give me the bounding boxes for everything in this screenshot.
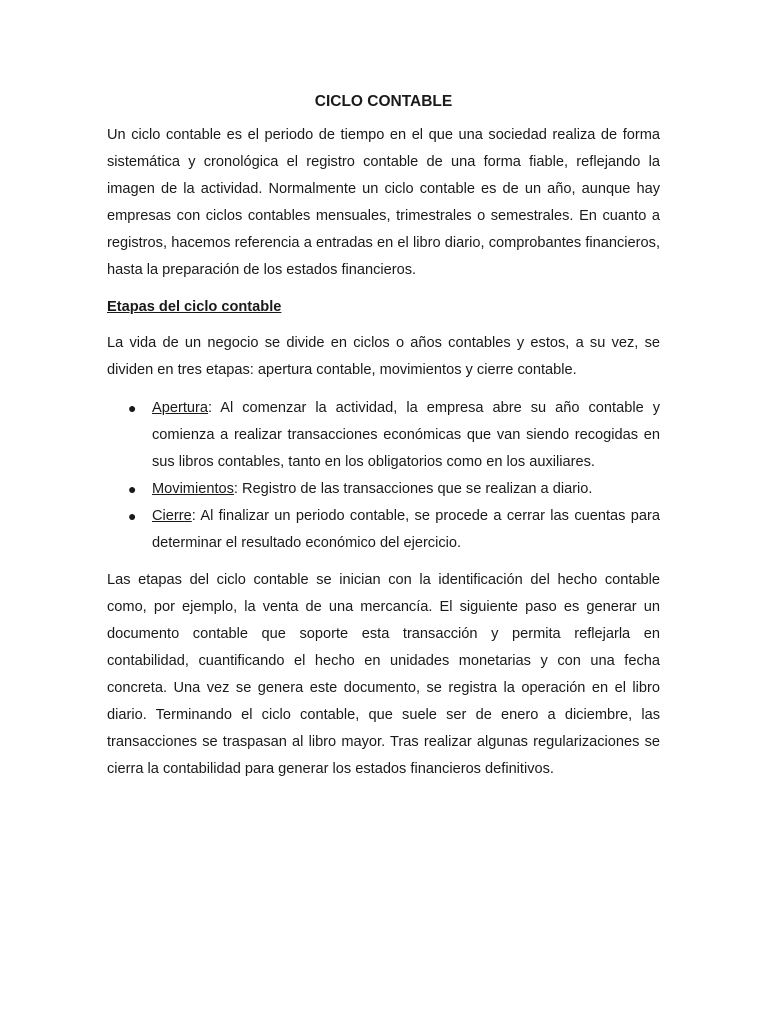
stage-text: : Registro de las transacciones que se realizan a diario. xyxy=(233,481,593,497)
bullet-icon: ● xyxy=(128,400,137,416)
stage-term: Apertura xyxy=(152,400,208,416)
stage-text: : Al finalizar un periodo contable, se procede a cerrar las cuentas para determinar el resultado económico del ejercicio. xyxy=(152,508,660,551)
stage-text: : Al comenzar la actividad, la empresa abre su año contable y comienza a realizar transacciones económicas que van siendo recogidas en sus libros contables, tanto en los obligatorios como en los auxiliares. xyxy=(152,400,660,470)
bullet-icon: ● xyxy=(128,508,137,524)
list-item-cierre xyxy=(107,503,660,557)
stages-list xyxy=(107,395,660,557)
list-item-movimientos xyxy=(107,476,660,503)
closing-paragraph: Las etapas del ciclo contable se inician con la identificación del hecho contable como, por ejemplo, la venta de una mercancía. El siguiente paso es generar un documento contable que soporte esta transacción y permita reflejarla en contabilidad, cuantificando el hecho en unidades monetarias y con una fecha concreta. Una vez se genera este documento, se registra la operación en el libro diario. Terminando el ciclo contable, que suele ser de enero a diciembre, las transacciones se traspasan al libro mayor. Tras realizar algunas regularizaciones se cierra la contabilidad para generar los estados financieros definitivos. xyxy=(107,572,660,777)
document-title: CICLO CONTABLE xyxy=(314,93,453,110)
stages-intro-paragraph: La vida de un negocio se divide en ciclos o años contables y estos, a su vez, se dividen en tres etapas: apertura contable, movimientos y cierre contable. xyxy=(107,335,660,378)
stage-term: Movimientos xyxy=(152,481,234,497)
list-item-apertura xyxy=(107,395,660,476)
section-heading: Etapas del ciclo contable xyxy=(107,299,282,315)
stage-term: Cierre xyxy=(152,508,192,524)
document-page xyxy=(107,90,660,794)
bullet-icon: ● xyxy=(128,481,137,497)
intro-paragraph: Un ciclo contable es el periodo de tiempo en el que una sociedad realiza de forma sistemática y cronológica el registro contable de una forma fiable, reflejando la imagen de la actividad. Normalmente un ciclo contable es de un año, aunque hay empresas con ciclos contables mensuales, trimestrales o semestrales. En cuanto a registros, hacemos referencia a entradas en el libro diario, comprobantes financieros, hasta la preparación de los estados financieros. xyxy=(107,127,660,278)
